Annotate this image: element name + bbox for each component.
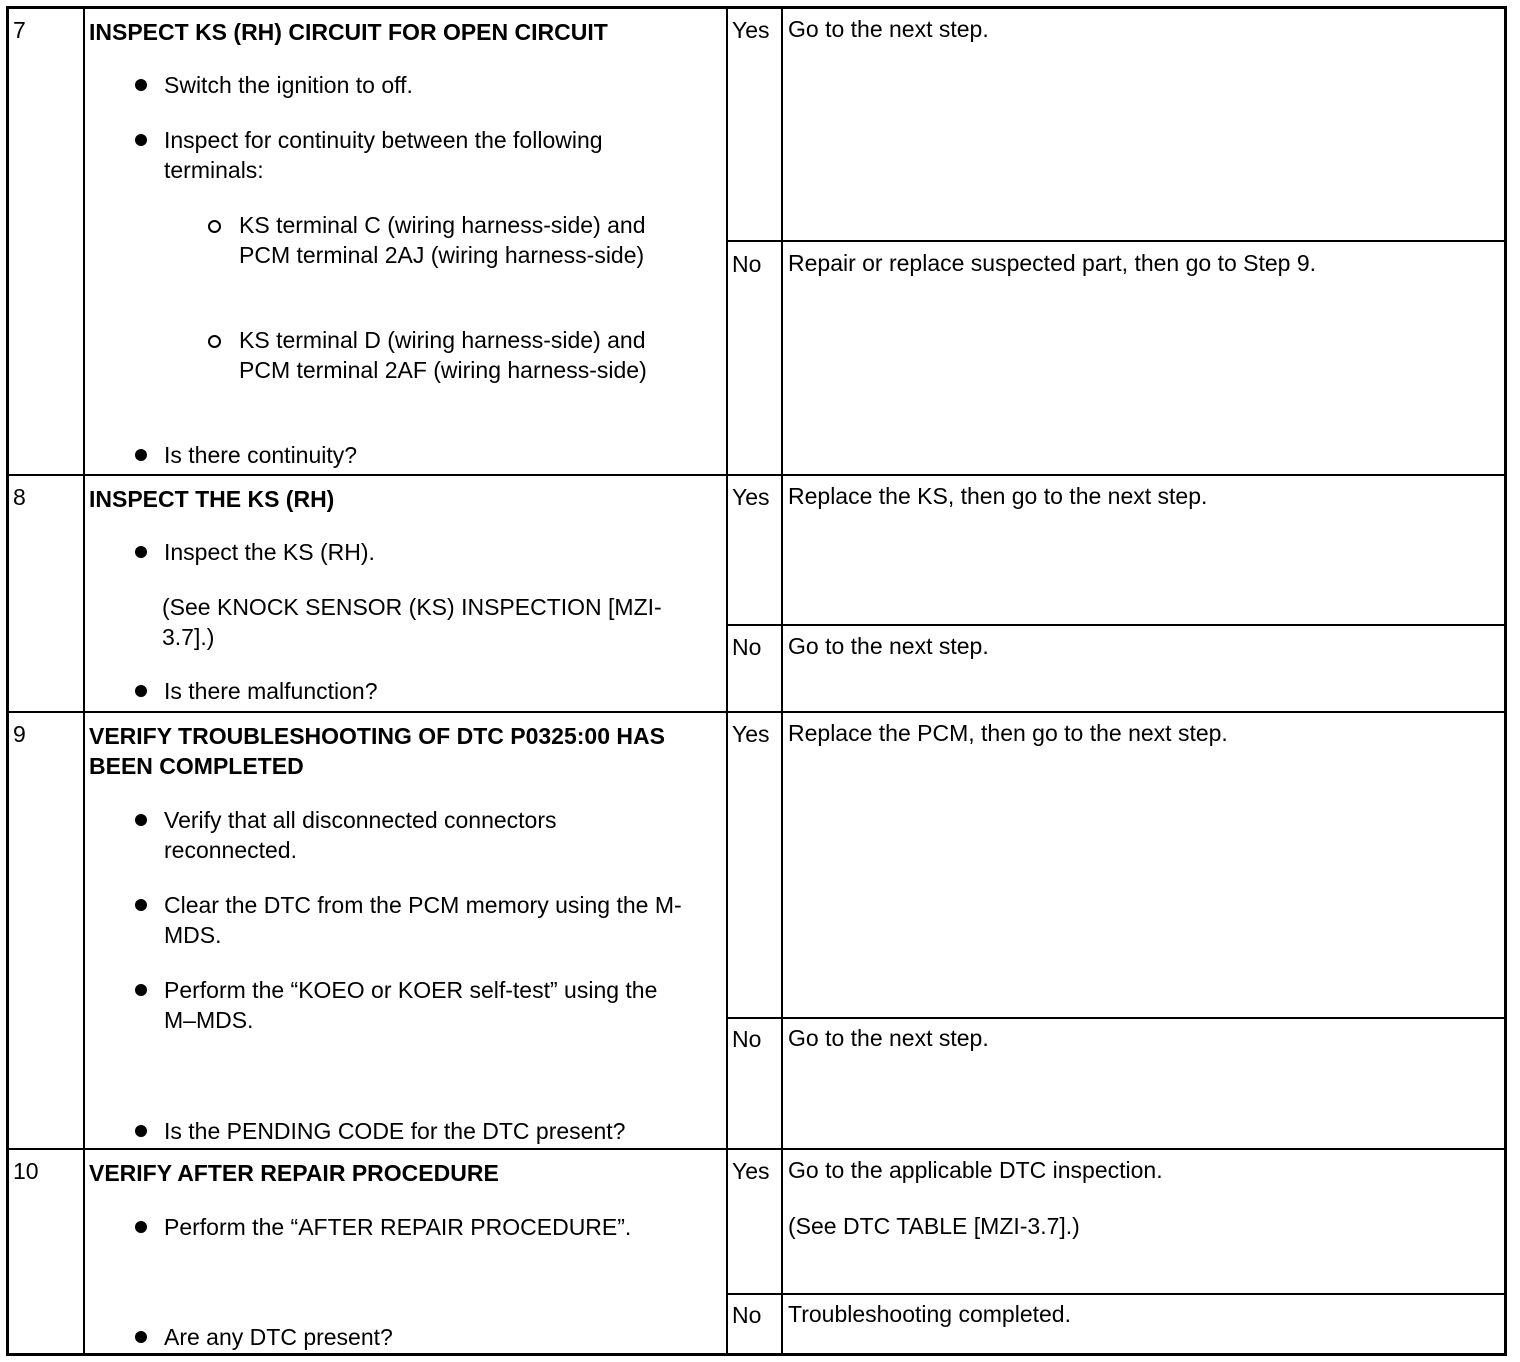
no-label: No <box>732 634 762 660</box>
step-question: Is there malfunction? <box>164 678 378 704</box>
step-question: Are any DTC present? <box>164 1324 393 1350</box>
yes-action: Replace the PCM, then go to the next step. <box>788 720 1228 746</box>
step-row-7 <box>9 9 1504 476</box>
no-label: No <box>732 251 762 277</box>
no-label: No <box>732 1302 762 1328</box>
step-sub-instruction: KS terminal C (wiring harness-side) and PCM terminal 2AJ (wiring harness-side) <box>239 212 646 268</box>
yes-label: Yes <box>732 721 770 747</box>
bullet-icon <box>135 134 147 146</box>
step-title: VERIFY AFTER REPAIR PROCEDURE <box>89 1160 499 1186</box>
sub-bullet-icon <box>208 220 221 233</box>
bullet-icon <box>135 79 147 91</box>
step-title: INSPECT KS (RH) CIRCUIT FOR OPEN CIRCUIT <box>89 19 608 45</box>
troubleshooting-table <box>6 6 1507 1356</box>
bullet-icon <box>135 1125 147 1137</box>
step-row-9 <box>9 713 1504 1150</box>
yes-action: Go to the applicable DTC inspection. <box>788 1157 1163 1183</box>
no-label: No <box>732 1026 762 1052</box>
step-instruction: Switch the ignition to off. <box>164 72 413 98</box>
step-reference: (See KNOCK SENSOR (KS) INSPECTION [MZI-3.7].) <box>162 594 662 650</box>
step-number: 7 <box>13 17 26 43</box>
no-action: Repair or replace suspected part, then go to Step 9. <box>788 250 1317 276</box>
step-number: 8 <box>13 484 26 510</box>
sub-bullet-icon <box>208 335 221 348</box>
step-instruction: Perform the “KOEO or KOER self-test” using the M–MDS. <box>164 977 658 1033</box>
bullet-icon <box>135 685 147 697</box>
no-action: Go to the next step. <box>788 1025 989 1051</box>
step-sub-instruction: KS terminal D (wiring harness-side) and PCM terminal 2AF (wiring harness-side) <box>239 327 647 383</box>
step-number: 9 <box>13 721 26 747</box>
step-title: VERIFY TROUBLESHOOTING OF DTC P0325:00 HAS BEEN COMPLETED <box>89 723 665 779</box>
yes-label: Yes <box>732 1158 770 1184</box>
step-row-10 <box>9 1150 1504 1353</box>
step-instruction: Inspect the KS (RH). <box>164 539 375 565</box>
step-instruction: Verify that all disconnected connectors reconnected. <box>164 807 557 863</box>
yes-action: Replace the KS, then go to the next step. <box>788 483 1208 509</box>
no-action: Troubleshooting completed. <box>788 1301 1071 1327</box>
no-action: Go to the next step. <box>788 633 989 659</box>
yes-label: Yes <box>732 17 770 43</box>
bullet-icon <box>135 814 147 826</box>
bullet-icon <box>135 984 147 996</box>
yes-reference: (See DTC TABLE [MZI-3.7].) <box>788 1213 1080 1239</box>
bullet-icon <box>135 899 147 911</box>
step-instruction: Inspect for continuity between the following terminals: <box>164 127 603 183</box>
step-row-8 <box>9 476 1504 713</box>
step-instruction: Clear the DTC from the PCM memory using the M-MDS. <box>164 892 682 948</box>
bullet-icon <box>135 449 147 461</box>
step-question: Is the PENDING CODE for the DTC present? <box>164 1118 626 1144</box>
step-question: Is there continuity? <box>164 442 358 468</box>
step-number: 10 <box>13 1158 39 1184</box>
yes-label: Yes <box>732 484 770 510</box>
bullet-icon <box>135 1221 147 1233</box>
bullet-icon <box>135 1331 147 1343</box>
step-instruction: Perform the “AFTER REPAIR PROCEDURE”. <box>164 1214 632 1240</box>
step-title: INSPECT THE KS (RH) <box>89 486 335 512</box>
yes-action: Go to the next step. <box>788 16 989 42</box>
bullet-icon <box>135 546 147 558</box>
